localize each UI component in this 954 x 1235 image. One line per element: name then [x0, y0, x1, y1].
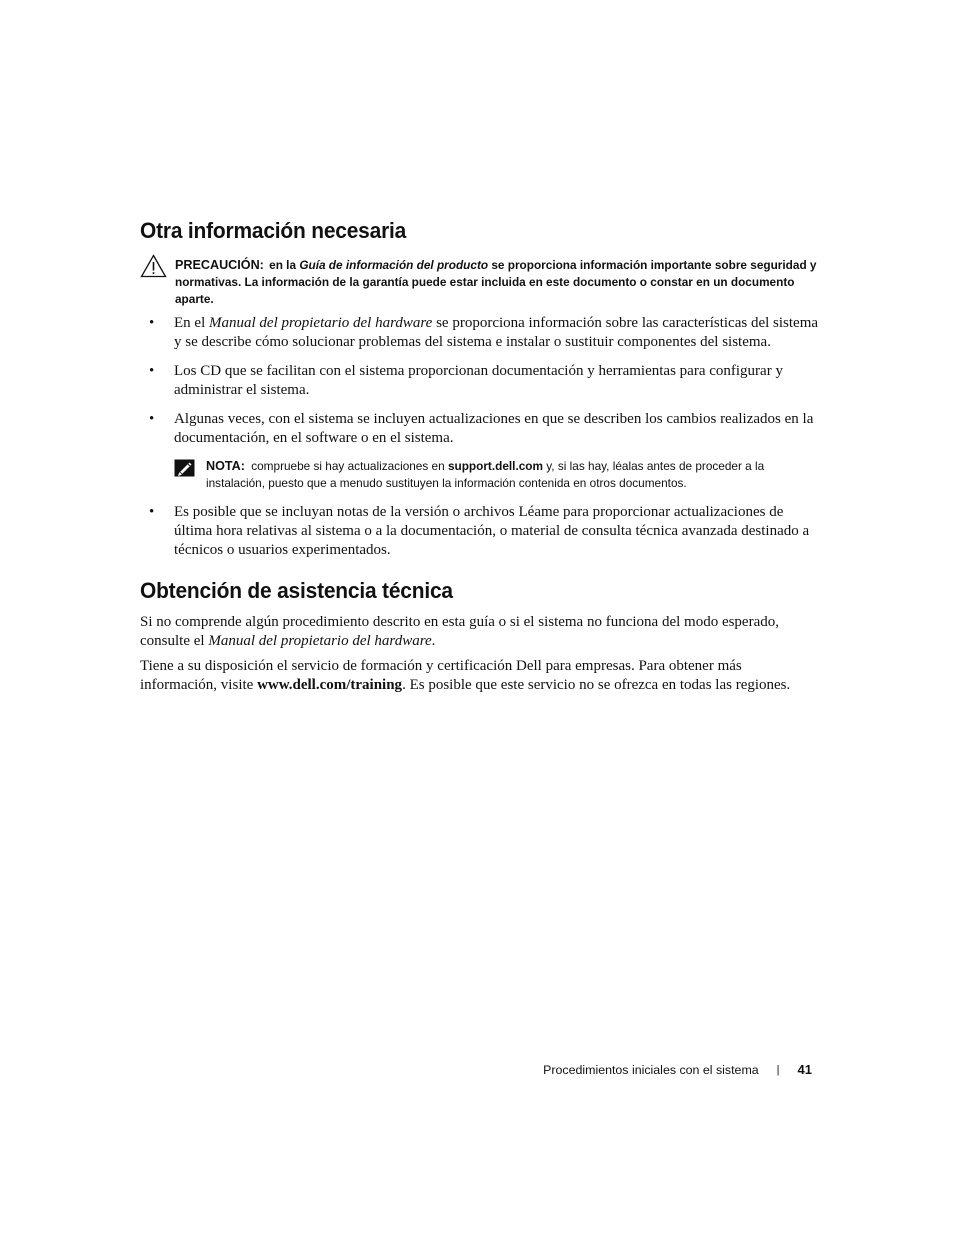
section-heading-asistencia: Obtención de asistencia técnica: [140, 578, 453, 603]
bullet-icon: •: [149, 411, 155, 427]
bullet-icon: •: [149, 315, 155, 331]
caution-pre: en la: [269, 258, 297, 272]
bullet-icon: •: [149, 363, 155, 379]
footer-title: Procedimientos iniciales con el sistema: [543, 1062, 759, 1077]
page-content: [140, 214, 820, 695]
page-footer: [543, 1062, 812, 1077]
manual-title: Manual del propietario del hardware: [208, 633, 432, 649]
footer-separator: |: [776, 1063, 780, 1076]
note-label: NOTA:: [206, 459, 245, 473]
caution-label: PRECAUCIÓN:: [175, 258, 264, 272]
caution-post: se proporciona información importante sobre seguridad y normativas. La información de la garantía puede estar incluida en este documento o constar en un documento aparte.: [175, 258, 817, 306]
info-list: [140, 314, 820, 448]
info-list-continued: [140, 503, 820, 560]
section-heading-otra-informacion: Otra información necesaria: [140, 218, 407, 243]
list-item: • Algunas veces, con el sistema se incluyen actualizaciones en que se describen los cambios realizados en la documentación, en el software o en el sistema.: [149, 411, 814, 446]
pencil-note-icon: [174, 459, 195, 477]
page-number: 41: [797, 1062, 812, 1077]
caution-text: [175, 257, 820, 308]
caution-box: [140, 257, 820, 308]
list-item: • Es posible que se incluyan notas de la versión o archivos Léame para proporcionar actualizaciones de última hora relativas al sistema o a la documentación, o material de consulta técnica avanzada destinado a técnicos o usuarios experimentados.: [149, 504, 810, 558]
manual-title: Manual del propietario del hardware: [209, 315, 433, 331]
paragraph: Si no comprende algún procedimiento descrito en esta guía o si el sistema no funciona del modo esperado, consulte el Manual del propietario del hardware.: [140, 614, 779, 649]
list-item: • En el Manual del propietario del hardware se proporciona información sobre las características del sistema y se describe cómo solucionar problemas del sistema e instalar o sustituir componentes del sistema.: [149, 315, 819, 350]
paragraph: Tiene a su disposición el servicio de formación y certificación Dell para empresas. Para obtener más información, visite www.dell.com/training. Es posible que este servicio no se ofrezca en todas las regiones.: [140, 658, 791, 693]
caution-guide-title: Guía de información del producto: [299, 258, 489, 272]
list-item: • Los CD que se facilitan con el sistema proporcionan documentación y herramientas para configurar y administrar el sistema.: [149, 363, 783, 398]
note-text: NOTA: compruebe si hay actualizaciones en support.dell.com y, si las hay, léalas antes de proceder a la instalación, puesto que a menudo sustituyen la información contenida en otros documentos.: [206, 459, 765, 490]
support-link[interactable]: support.dell.com: [447, 459, 543, 473]
bullet-icon: •: [149, 504, 155, 520]
training-link[interactable]: www.dell.com/training: [257, 677, 403, 693]
warning-triangle-icon: [140, 254, 167, 278]
note-box: [174, 458, 820, 492]
